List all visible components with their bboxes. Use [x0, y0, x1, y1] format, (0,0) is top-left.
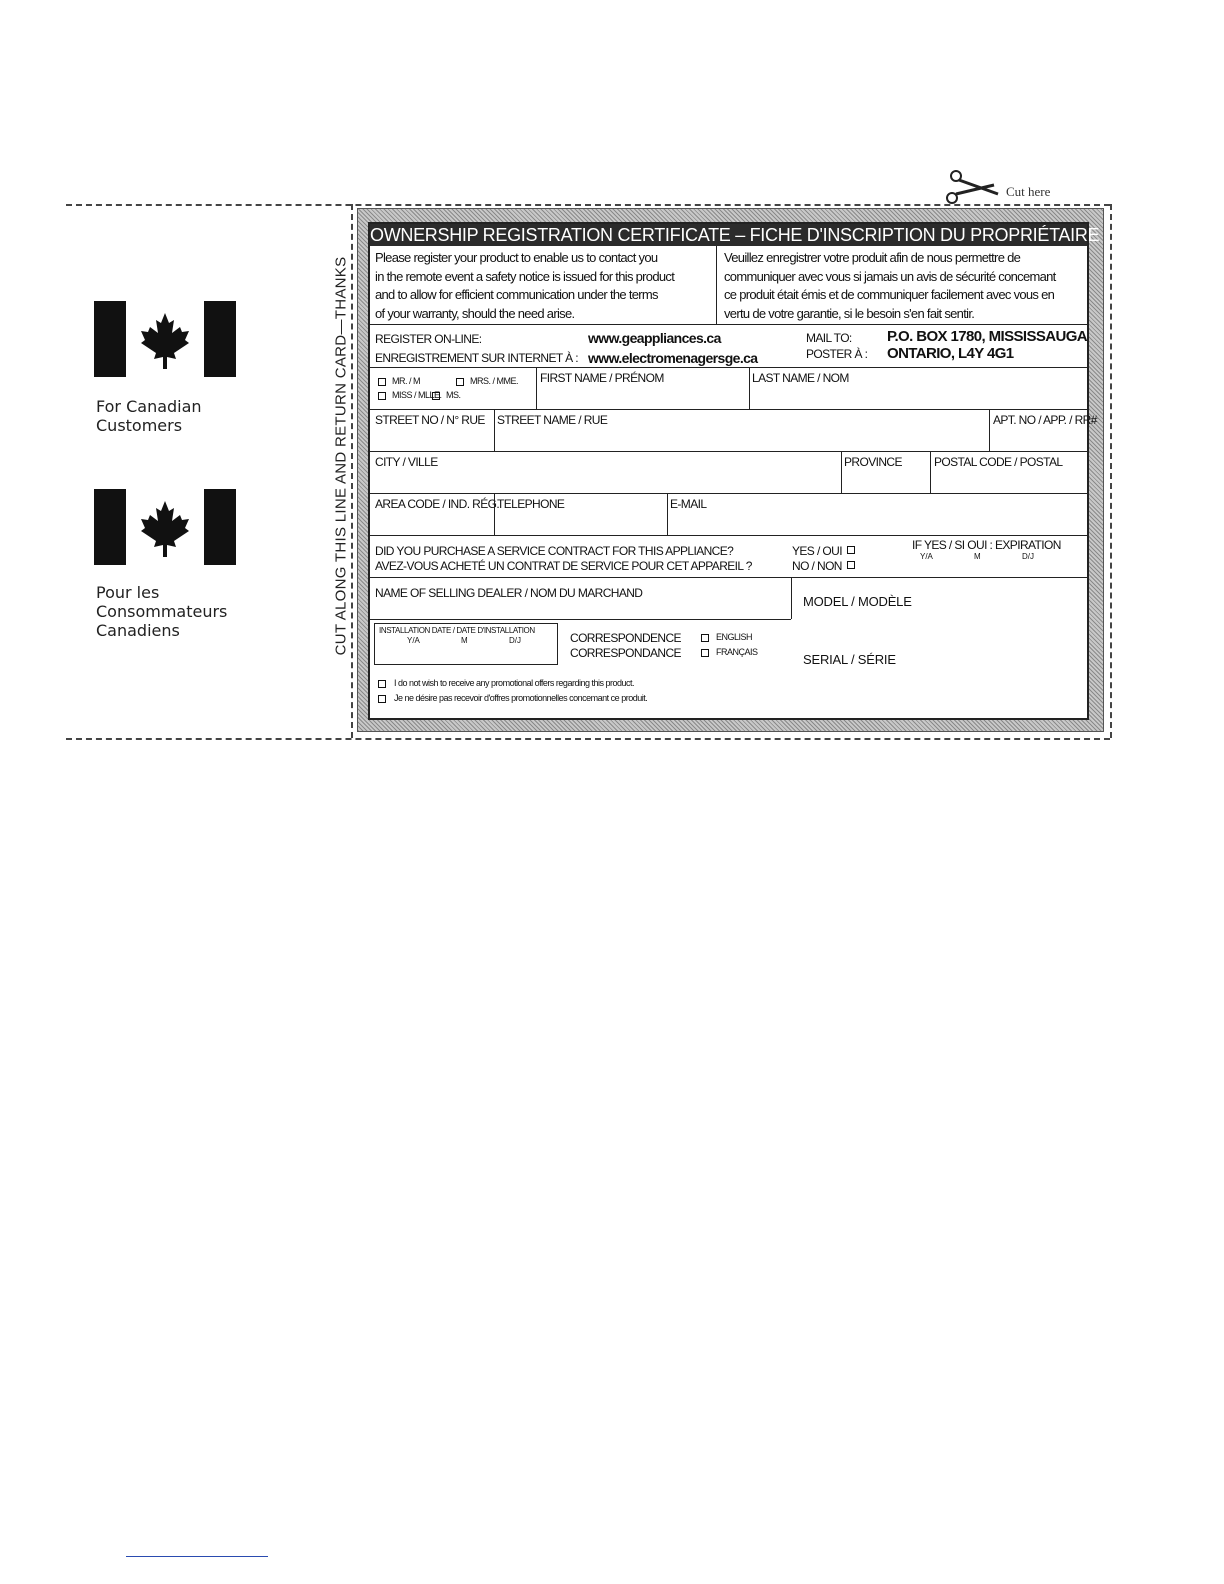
title-ms-label: MS. [446, 390, 461, 400]
certificate-title: OWNERSHIP REGISTRATION CERTIFICATE – FICHE D'INSCRIPTION DU PROPRIÉTAIRE [370, 225, 1100, 245]
checkbox-no[interactable] [847, 561, 855, 569]
register-online-label-fr: ENREGISTREMENT SUR INTERNET À : [375, 351, 578, 365]
canadian-flag-icon [94, 489, 236, 565]
installation-date-field[interactable] [374, 623, 558, 665]
cut-instruction-vertical: CUT ALONG THIS LINE AND RETURN CARD—THANKS [332, 256, 350, 656]
cut-here-label: Cut here [1006, 184, 1051, 199]
checkbox-miss[interactable] [378, 392, 386, 400]
cut-line-right [1110, 204, 1112, 738]
checkbox-francais[interactable] [701, 649, 709, 657]
postal-code-field[interactable]: POSTAL CODE / POSTAL [934, 455, 1063, 469]
correspondence-label: CORRESPONDENCE [570, 631, 681, 645]
checkbox-english[interactable] [701, 634, 709, 642]
service-contract-question-fr: AVEZ-VOUS ACHETÉ UN CONTRAT DE SERVICE POUR CET APPAREIL ? [375, 559, 752, 573]
model-field[interactable]: MODEL / MODÈLE [803, 594, 912, 609]
register-online-label: REGISTER ON-LINE: [375, 332, 482, 346]
expiration-day-label: D/J [1022, 552, 1034, 561]
url-english[interactable]: www.geappliances.ca [588, 330, 721, 346]
installation-year-label: Y/A [407, 636, 420, 645]
no-label: NO / NON [792, 559, 842, 573]
title-mrs-label: MRS. / MME. [470, 376, 518, 386]
province-field[interactable]: PROVINCE [844, 455, 902, 469]
expiration-month-label: M [974, 552, 981, 561]
optout-french-label: Je ne désire pas recevoir d'offres promotionnelles concemant ce produit. [394, 693, 648, 703]
cut-line-bottom [66, 738, 1110, 740]
installation-date-label: INSTALLATION DATE / DATE D'INSTALLATION [379, 626, 535, 635]
checkbox-yes[interactable] [847, 546, 855, 554]
area-code-field[interactable]: AREA CODE / IND. RÉG. [375, 497, 500, 511]
email-field[interactable]: E-MAIL [670, 497, 707, 511]
service-contract-question: DID YOU PURCHASE A SERVICE CONTRACT FOR THIS APPLIANCE? [375, 544, 734, 558]
last-name-field[interactable]: LAST NAME / NOM [752, 371, 849, 385]
city-field[interactable]: CITY / VILLE [375, 455, 438, 469]
title-miss-label: MISS / MLLE. [392, 390, 442, 400]
title-mr-label: MR. / M [392, 376, 420, 386]
intro-english: Please register your product to enable us to contact you in the remote event a safety notice is issued for this product and to allow for efficient communication under the terms of your warranty, should the need arise. [375, 250, 675, 321]
url-french[interactable]: www.electromenagersge.ca [588, 350, 758, 366]
street-name-field[interactable]: STREET NAME / RUE [497, 413, 608, 427]
poster-a-label: POSTER À : [806, 347, 868, 361]
installation-day-label: D/J [509, 636, 521, 645]
mail-address-line-2: ONTARIO, L4Y 4G1 [887, 345, 1014, 362]
checkbox-ms[interactable] [432, 392, 440, 400]
telephone-field[interactable]: TELEPHONE [497, 497, 565, 511]
caption-english: For Canadian Customers [96, 397, 202, 435]
cut-line-left [351, 204, 353, 738]
installation-month-label: M [461, 636, 468, 645]
footer-rule [126, 1556, 268, 1557]
dealer-name-field[interactable]: NAME OF SELLING DEALER / NOM DU MARCHAND [375, 586, 643, 600]
checkbox-mr[interactable] [378, 378, 386, 386]
registration-certificate [368, 222, 1100, 720]
correspondence-label-fr: CORRESPONDANCE [570, 646, 681, 660]
scissors-icon [942, 168, 1000, 208]
apt-no-field[interactable]: APT. NO / APP. / RR# [993, 413, 1097, 427]
intro-french: Veuillez enregistrer votre produit afin de nous permettre de communiquer avec vous si jamais un avis de sécurité concemant ce produit était émis et de communiquer facilement avec vous en vertu de votre garantie, si le besoin s'en fait sentir. [724, 250, 1056, 321]
caption-french: Pour les Consommateurs Canadiens [96, 583, 228, 640]
street-no-field[interactable]: STREET NO / N° RUE [375, 413, 485, 427]
mail-address-line-1: P.O. BOX 1780, MISSISSAUGA [887, 328, 1088, 345]
expiration-year-label: Y/A [920, 552, 933, 561]
francais-label: FRANÇAIS [716, 647, 758, 657]
checkbox-mrs[interactable] [456, 378, 464, 386]
first-name-field[interactable]: FIRST NAME / PRÉNOM [540, 371, 664, 385]
mail-to-label: MAIL TO: [806, 331, 852, 345]
canadian-flag-icon [94, 301, 236, 377]
serial-field[interactable]: SERIAL / SÉRIE [803, 652, 896, 667]
yes-label: YES / OUI [792, 544, 842, 558]
english-label: ENGLISH [716, 632, 753, 642]
optout-english-label: I do not wish to receive any promotional offers regarding this product. [394, 678, 634, 688]
expiration-label: IF YES / SI OUI : EXPIRATION [912, 538, 1061, 552]
checkbox-optout-en[interactable] [378, 680, 386, 688]
checkbox-optout-fr[interactable] [378, 695, 386, 703]
